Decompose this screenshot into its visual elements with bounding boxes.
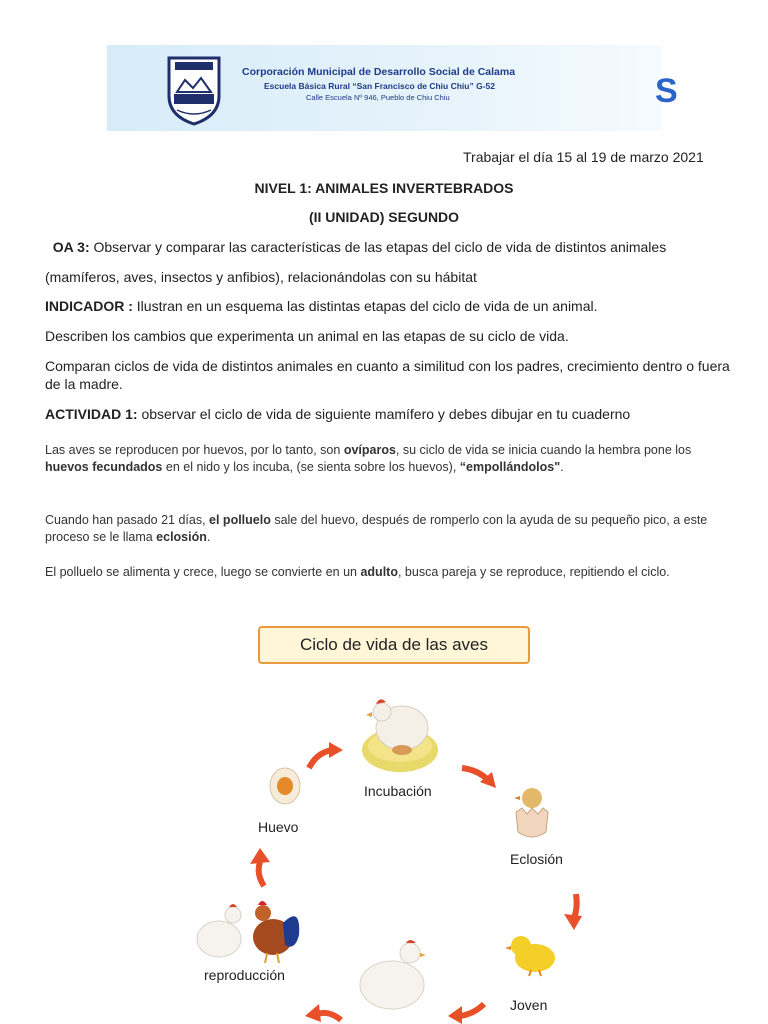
describe-line: Describen los cambios que experimenta un animal en las etapas de su ciclo de vida. [45, 328, 569, 344]
p1-bold-oviparos: ovíparos [343, 443, 396, 457]
incubating-hen-icon [358, 688, 440, 778]
paragraph-hatching [45, 512, 725, 545]
p3-text-a: El polluelo se alimenta y crece, luego se convierte en un [45, 565, 361, 579]
school-address: Calle Escuela Nº 946, Pueblo de Chiu Chiu [306, 93, 450, 102]
oa-label: OA 3: [52, 239, 90, 255]
p2-bold-eclosion: eclosión [156, 529, 207, 544]
arrow-adult-to-reproduction-icon [305, 1004, 345, 1024]
school-name: Escuela Básica Rural “San Francisco de Chiu Chiu” G-52 [264, 81, 495, 91]
arrow-reproduction-to-egg-icon [248, 848, 274, 888]
p3-bold-adulto: adulto [360, 565, 398, 579]
corporation-name: Corporación Municipal de Desarrollo Social de Calama [242, 66, 516, 78]
activity-label: ACTIVIDAD 1: [45, 406, 138, 422]
date-line: Trabajar el día 15 al 19 de marzo 2021 [463, 149, 704, 165]
label-egg: Huevo [258, 819, 299, 835]
arrow-egg-to-incubation-icon [305, 742, 345, 772]
oa-objective [45, 238, 735, 256]
oa-text: Observar y comparar las características de las etapas del ciclo de vida de distintos animales [89, 239, 667, 255]
cycle-title-box [258, 626, 530, 664]
school-crest-logo [165, 52, 223, 126]
arrow-young-to-adult-icon [448, 1000, 488, 1024]
indicator [45, 297, 735, 315]
p3-text-c: , busca pareja y se reproduce, repitiendo el ciclo. [397, 565, 670, 579]
arrow-hatching-to-young-icon [562, 892, 586, 932]
p1-text-g: . [560, 459, 564, 474]
p1-bold-huevos: huevos fecundados [45, 459, 163, 474]
hatching-chick-icon [510, 782, 554, 842]
p2-text-e: . [206, 529, 211, 544]
unit-title: (II UNIDAD) SEGUNDO [308, 209, 460, 225]
label-hatching: Eclosión [510, 851, 563, 867]
hen-and-rooster-icon [195, 895, 307, 965]
egg-icon [268, 765, 302, 807]
young-chick-icon [505, 930, 561, 976]
adult-hen-icon [352, 935, 428, 1015]
p1-text-e: en el nido y los incuba, (se sienta sobre los huevos), [162, 459, 460, 474]
level-title: NIVEL 1: ANIMALES INVERTEBRADOS [254, 180, 514, 196]
activity-text: observar el ciclo de vida de siguiente mamífero y debes dibujar en tu cuaderno [137, 406, 631, 422]
partial-logo-letter: S [655, 72, 678, 110]
arrow-incubation-to-hatching-icon [460, 762, 500, 792]
label-reproduction: reproducción [204, 967, 285, 983]
paragraph-reproduction [45, 442, 725, 475]
compare-line: Comparan ciclos de vida de distintos animales en cuanto a similitud con los padres, crecimiento dentro o fuera de la madre. [45, 358, 730, 392]
paragraph-adult [45, 564, 725, 581]
p1-text-c: , su ciclo de vida se inicia cuando la hembra pone los [395, 443, 692, 457]
label-incubation: Incubación [364, 783, 432, 799]
p2-bold-polluelo: el polluelo [209, 513, 271, 527]
p1-text-a: Las aves se reproducen por huevos, por lo tanto, son [45, 443, 344, 457]
cycle-title: Ciclo de vida de las aves [299, 635, 489, 654]
p2-text-a: Cuando han pasado 21 días, [45, 513, 210, 527]
activity [45, 405, 735, 423]
label-young: Joven [510, 997, 548, 1013]
indicator-label: INDICADOR : [45, 298, 133, 314]
p1-bold-empollando: “empollándolos" [459, 459, 561, 474]
oa-objective-continued: (mamíferos, aves, insectos y anfibios), relacionándolas con su hábitat [45, 269, 477, 285]
p2-text-c: sale del huevo, después de romperlo con la ayuda de su pequeño pico, a este proceso se le llama [45, 513, 708, 544]
indicator-text: Ilustran en un esquema las distintas etapas del ciclo de vida de un animal. [132, 298, 598, 314]
